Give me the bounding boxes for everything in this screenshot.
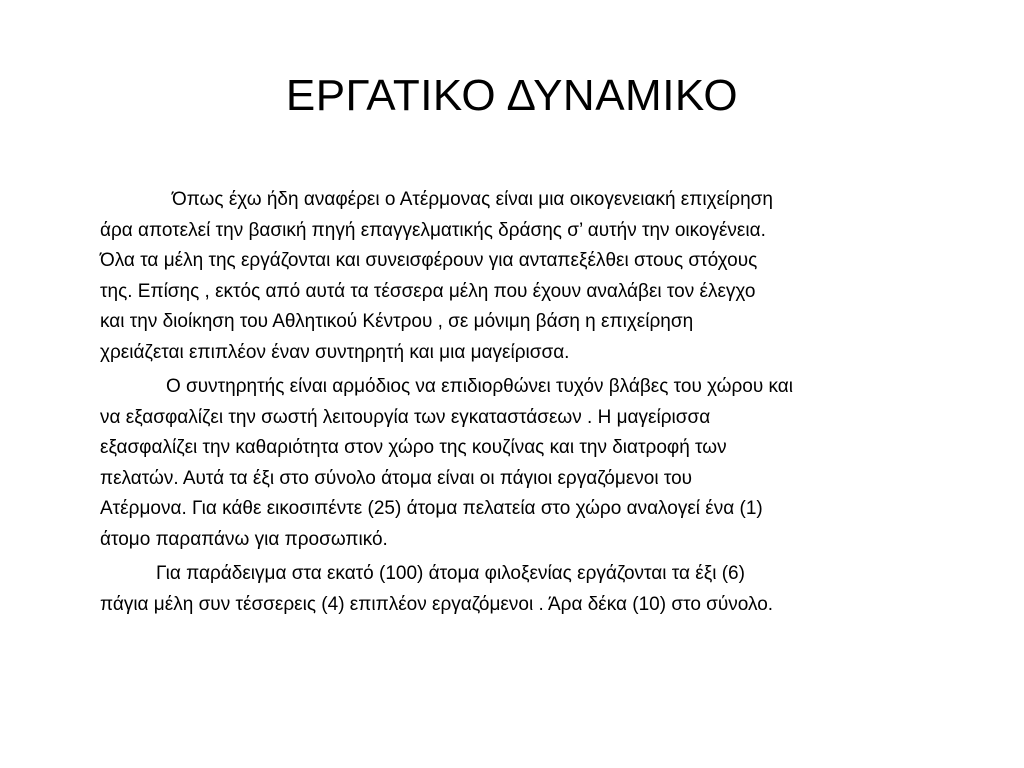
paragraph-line: άτομο παραπάνω για προσωπικό. (100, 528, 388, 550)
paragraph-line: Όλα τα μέλη της εργάζονται και συνεισφέρουν για ανταπεξέλθει στους στόχους (100, 250, 758, 271)
paragraph-line: εξασφαλίζει την καθαριότητα στον χώρο της κουζίνας και την διατροφή των (100, 437, 727, 458)
paragraph-line: Ατέρμονα. Για κάθε εικοσιπέντε (25) άτομα πελατεία στο χώρο αναλογεί ένα (1) (100, 498, 763, 519)
paragraph-3 (100, 559, 980, 620)
paragraph-line: της. Επίσης , εκτός από αυτά τα τέσσερα μέλη που έχουν αναλάβει τον έλεγχο (100, 280, 756, 302)
slide-body (100, 185, 980, 620)
paragraph-line: πάγια μέλη συν τέσσερεις (4) επιπλέον εργαζόμενοι . Άρα δέκα (10) στο σύνολο. (100, 593, 774, 615)
paragraph-line: Ο συντηρητής είναι αρμόδιος να επιδιορθώνει τυχόν βλάβες του χώρου και (166, 376, 793, 397)
paragraph-line: και την διοίκηση του Αθλητικού Κέντρου , σε μόνιμη βάση η επιχείρηση (100, 311, 694, 332)
paragraph-line: Όπως έχω ήδη αναφέρει ο Ατέρμονας είναι μια οικογενειακή επιχείρηση (172, 189, 773, 210)
paragraph-2 (100, 372, 980, 555)
paragraph-line: πελατών. Αυτά τα έξι στο σύνολο άτομα είναι οι πάγιοι εργαζόμενοι του (100, 467, 693, 489)
paragraph-1 (100, 185, 980, 368)
paragraph-line: χρειάζεται επιπλέον έναν συντηρητή και μια μαγείρισσα. (100, 341, 570, 363)
paragraph-line: άρα αποτελεί την βασική πηγή επαγγελματικής δράσης σ’ αυτήν την οικογένεια. (100, 219, 766, 241)
paragraph-line: Για παράδειγμα στα εκατό (100) άτομα φιλοξενίας εργάζονται τα έξι (6) (156, 563, 745, 584)
slide-title: ΕΡΓΑΤΙΚΟ ΔΥΝΑΜΙΚΟ (285, 71, 739, 120)
paragraph-line: να εξασφαλίζει την σωστή λειτουργία των εγκαταστάσεων . Η μαγείρισσα (100, 406, 711, 428)
